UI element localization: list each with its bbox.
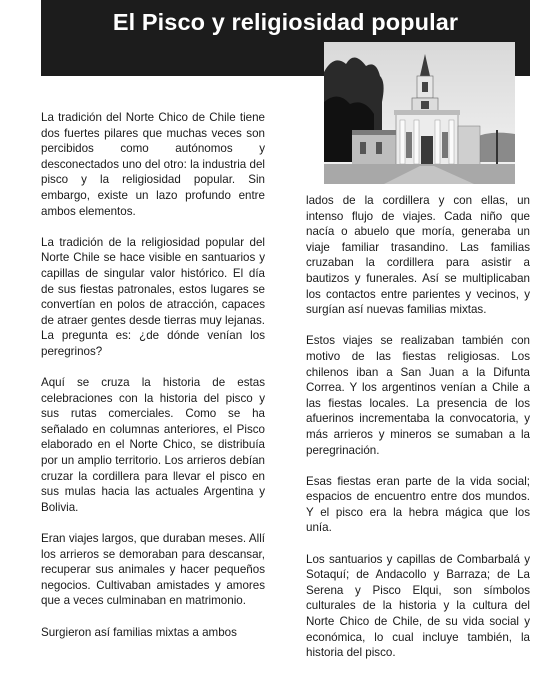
paragraph: Los santuarios y capillas de Combarbalá y Sotaquí; de Andacollo y Barraza; de La Serena y Pisco Elqui, son símbolos culturales de la historia y la cultura del Norte Chico de Chile, de su vida social y económica, lo cual incluye también, la historia del pisco. — [306, 552, 530, 660]
paragraph: La tradición de la religiosidad popular del Norte Chile se hace visible en santuarios y capillas de singular valor histórico. El día de sus fiestas patronales, estos lugares se convertían en polos de atracción, capaces de atraer gentes desde tierras muy lejanas. La pregunta es: ¿de dónde venían los peregrinos? — [41, 235, 265, 358]
page-title: El Pisco y religiosidad popular — [112, 9, 459, 35]
paragraph: Esas fiestas eran parte de la vida social; espacios de encuentro entre dos mundos. Y el pisco era la hebra mágica que los unía. — [306, 474, 530, 535]
right-column — [306, 193, 530, 676]
paragraph: lados de la cordillera y con ellas, un intenso flujo de viajes. Cada niño que nacía o abuelo que moría, generaba un viaje familiar trasandino. Las familias cruzaban la cordillera para asistir a bautizos y funerales. Así se multiplicaban los contactos entre parientes y vecinos, y surgían así nuevas familias mixtas. — [306, 194, 530, 317]
paragraph: La tradición del Norte Chico de Chile tiene dos fuertes pilares que muchas veces son percibidos como autónomos y desconectados uno del otro: la industria del pisco y la religiosidad popular. Sin embargo, existe un lazo profundo entre ambos elementos. — [41, 111, 265, 218]
paragraph: Eran viajes largos, que duraban meses. Allí los arrieros se demoraban para descansar, recuperar sus animales y hacer pequeños negocios. Cultivaban amistades y amores que a veces culminaban en matrimonio. — [41, 532, 265, 608]
paragraph: Aquí se cruza la historia de estas celebraciones con la historia del pisco y sus rutas comerciales. Como se ha señalado en columnas anteriores, el Pisco elaborado en el Norte Chico, se distribuía por un amplio territorio. Los arrieros debían cruzar la cordillera para llevar el pisco en sus mulas hacia las actuales Argentina y Bolivia. — [41, 376, 265, 514]
paragraph: Estos viajes se realizaban también con motivo de las fiestas religiosas. Los chilenos iban a San Juan a la Difunta Correa. Y los argentinos venían a Chile a las fiestas locales. La presencia de los afuerinos incrementaba la convocatoria, y más arrieros y mineros se sumaban a la peregrinación. — [306, 334, 530, 457]
church-icon — [324, 42, 515, 184]
church-photo — [324, 42, 515, 184]
left-column — [41, 110, 265, 656]
paragraph: Surgieron así familias mixtas a ambos — [41, 625, 237, 639]
